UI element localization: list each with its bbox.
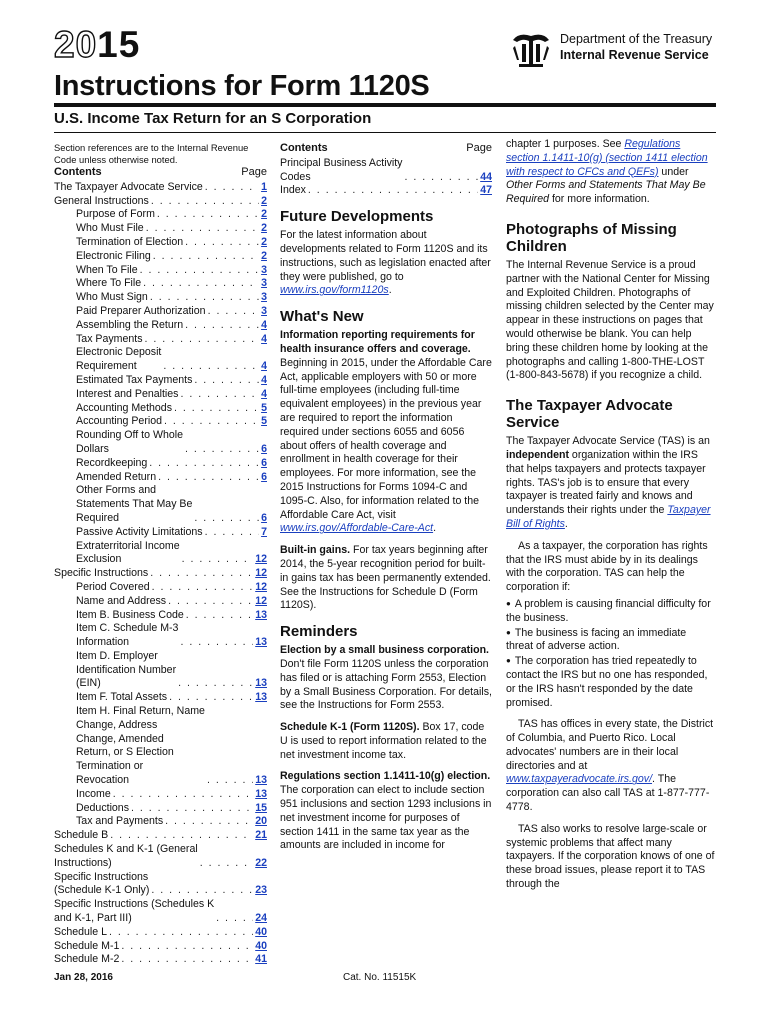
toc-entry-label: Passive Activity Limitations: [76, 525, 203, 538]
toc-page-link[interactable]: 13: [255, 608, 267, 621]
toc-page-link[interactable]: 3: [261, 263, 267, 276]
toc-entry-label: Principal Business Activity Codes: [280, 156, 403, 183]
tas-p1-end: .: [564, 517, 568, 530]
toc-entry-label: Period Covered: [76, 580, 150, 593]
toc-page-link[interactable]: 4: [261, 318, 267, 331]
schedule-k1-lead: Schedule K-1 (Form 1120S).: [280, 721, 420, 734]
toc-leader-dots: [207, 774, 253, 788]
toc-entry[interactable]: [54, 195, 267, 209]
toc-contents-label: Contents: [54, 166, 102, 178]
toc-page-link[interactable]: 3: [261, 304, 267, 317]
toc-page-link[interactable]: 24: [255, 912, 267, 925]
toc-leader-dots: [165, 815, 253, 829]
future-end: .: [388, 284, 392, 297]
continued-paragraph: [506, 138, 716, 207]
toc-leader-dots: [180, 636, 253, 650]
toc-entry[interactable]: [54, 622, 267, 650]
future-developments-text: [280, 229, 492, 298]
schedule-k1-paragraph: [280, 721, 492, 762]
tax-year: [54, 24, 140, 66]
toc-page-link[interactable]: 15: [255, 801, 267, 814]
toc-entry-label: Tax Payments: [76, 332, 143, 345]
toc-entry[interactable]: [54, 388, 267, 402]
toc-entry[interactable]: [54, 236, 267, 250]
toc-entry[interactable]: [54, 484, 267, 525]
toc-page-link[interactable]: 20: [255, 815, 267, 828]
form1120s-link[interactable]: www.irs.gov/form1120s: [280, 284, 389, 297]
toc-entry[interactable]: [54, 208, 267, 222]
regulations-section-link[interactable]: Regulations section 1.1411-10(g) (section 1411 election with respect to CFCs and QEFs): [506, 138, 708, 178]
tas-paragraph-3: [506, 718, 716, 815]
toc-leader-dots: [185, 443, 259, 457]
toc-entry[interactable]: [54, 457, 267, 471]
tas-p1-c: organization within the IRS that helps taxpayers and protects taxpayer rights. TAS's job is to ensure that every taxpayer is treated fairly and knows and understands their rights under the: [506, 448, 706, 517]
toc-entry-label: Specific Instructions (Schedule K-1 Only): [54, 870, 150, 897]
taxpayer-bill-of-rights-link[interactable]: Taxpayer Bill of Rights: [506, 504, 711, 530]
built-in-gains-paragraph: [280, 544, 492, 613]
toc-leader-dots: [168, 595, 253, 609]
toc-entry[interactable]: [54, 429, 267, 457]
toc-leader-dots: [110, 829, 253, 843]
info-reporting-end: .: [433, 522, 437, 535]
toc-page-link[interactable]: 4: [261, 332, 267, 345]
toc-leader-dots: [404, 171, 478, 185]
tas-p1-a: The Taxpayer Advocate Service (TAS) is an: [506, 435, 710, 448]
toc-leader-dots: [185, 236, 259, 250]
toc-leader-dots: [145, 333, 260, 347]
toc-page-link[interactable]: 2: [261, 235, 267, 248]
toc-page-link[interactable]: 13: [255, 774, 267, 787]
toc-page-link[interactable]: 40: [255, 925, 267, 938]
toc-page-link[interactable]: 40: [255, 939, 267, 952]
toc-entry-label: Item F. Total Assets: [76, 691, 168, 704]
toc-entry-label: Extraterritorial Income Exclusion: [76, 539, 180, 566]
toc-entry[interactable]: [54, 705, 267, 788]
page-subtitle: U.S. Income Tax Return for an S Corporation: [54, 110, 372, 127]
toc-entry-label: When To File: [76, 263, 138, 276]
toc-page-label-cont: Page: [466, 142, 492, 154]
toc-leader-dots: [186, 609, 253, 623]
toc-leader-dots: [152, 581, 254, 595]
affordable-care-act-link[interactable]: www.irs.gov/Affordable-Care-Act: [280, 522, 434, 535]
toc-page-link[interactable]: 44: [480, 170, 492, 183]
toc-entry[interactable]: [54, 940, 267, 954]
toc-entry-label: Schedule B: [54, 829, 109, 842]
toc-entry[interactable]: [54, 264, 267, 278]
toc-entry[interactable]: [54, 788, 267, 802]
toc-leader-dots: [121, 953, 253, 967]
agency-department: Department of the Treasury: [560, 32, 713, 46]
missing-children-text: The Internal Revenue Service is a proud partner with the National Center for Missing and Exploited Children. Photographs of missing children selected by the Center may appear in these instructions on pages that would otherwise be blank. You can help bring these children home by looking at the photographs and calling 1-800-THE-LOST (1-800-843-5678) if you recognize a child.: [506, 258, 714, 382]
toc-entry-label: General Instructions: [54, 194, 149, 207]
toc-leader-dots: [180, 388, 259, 402]
toc-leader-dots: [185, 319, 259, 333]
toc-leader-dots: [194, 512, 259, 526]
toc-leader-dots: [109, 926, 253, 940]
toc-leader-dots: [140, 264, 259, 278]
toc-page-link[interactable]: 3: [261, 291, 267, 304]
toc-entry-label: Item C. Schedule M-3 Information: [76, 622, 179, 649]
toc-entry[interactable]: [54, 691, 267, 705]
column-1: [54, 138, 267, 967]
tax-year-solid: 15: [97, 24, 141, 65]
toc-entry-label: Recordkeeping: [76, 456, 148, 469]
toc-entry-label: Who Must File: [76, 222, 144, 235]
toc-leader-dots: [153, 250, 259, 264]
toc-page-link[interactable]: 2: [261, 208, 267, 221]
tas-paragraph-2: As a taxpayer, the corporation has rights that the IRS must abide by in its dealings with the corporation. TAS can help the corporation if:: [506, 539, 708, 594]
cont-end: for more information.: [549, 193, 650, 206]
toc-entry-label: Item D. Employer Identification Number (EIN): [76, 649, 177, 690]
toc-page-link[interactable]: 41: [255, 953, 267, 966]
toc-entry-label: Who Must Sign: [76, 291, 148, 304]
toc-entry-label: Index: [280, 184, 306, 197]
toc-page-link[interactable]: 23: [255, 884, 267, 897]
built-in-gains-lead: Built-in gains.: [280, 544, 351, 557]
toc-leader-dots: [169, 691, 253, 705]
footer-date: Jan 28, 2016: [54, 972, 113, 983]
toc-entry-label: Electronic Deposit Requirement: [76, 346, 162, 373]
toc-entry[interactable]: [54, 333, 267, 347]
toc-entry-label: The Taxpayer Advocate Service: [54, 180, 203, 193]
toc-page-link[interactable]: 13: [255, 636, 267, 649]
toc-leader-dots: [216, 912, 253, 926]
toc-entry-label: Assembling the Return: [76, 318, 184, 331]
cont-text: chapter 1 purposes. See: [506, 138, 625, 150]
tas-bullet-2: ● The business is facing an immediate threat of adverse action.: [506, 626, 716, 655]
regulations-text: The corporation can elect to include section 951 inclusions and section 1293 inclusions in net investment income for purposes of section 1411 in the same tax year as the amounts are included in income for: [280, 784, 492, 852]
toc-leader-dots: [158, 471, 259, 485]
toc-page-link[interactable]: 13: [255, 691, 267, 704]
toc-entry-label: Termination of Election: [76, 235, 184, 248]
toc-entry[interactable]: [54, 609, 267, 623]
page-title: Instructions for Form 1120S: [54, 70, 430, 102]
toc-header: [54, 166, 267, 180]
toc-entry-label: Paid Preparer Authorization: [76, 304, 206, 317]
regulations-lead: Regulations section 1.1411-10(g) election.: [280, 770, 491, 783]
toc-entry-label: Item H. Final Return, Name Change, Address Change, Amended Return, or S Election Termination or Revocation: [76, 705, 205, 787]
toc-entry-label: Accounting Period: [76, 415, 162, 428]
toc-entry[interactable]: [54, 540, 267, 568]
table-of-contents-cont: [280, 157, 492, 198]
toc-page-link[interactable]: 4: [261, 373, 267, 386]
toc-page-link[interactable]: 3: [261, 277, 267, 290]
toc-entry[interactable]: [54, 374, 267, 388]
toc-page-link[interactable]: 5: [261, 415, 267, 428]
toc-entry-label: Rounding Off to Whole Dollars: [76, 429, 183, 455]
tas-p3-b: . The corporation can also call TAS at 1-877-777-4778.: [506, 773, 710, 814]
toc-entry[interactable]: [54, 222, 267, 236]
toc-leader-dots: [150, 291, 259, 305]
footer-catalog-number: Cat. No. 11515K: [343, 972, 417, 983]
toc-page-link[interactable]: 6: [261, 470, 267, 483]
toc-leader-dots: [146, 222, 259, 236]
toc-entry[interactable]: [54, 581, 267, 595]
tas-p1-independent: independent: [506, 448, 569, 461]
toc-entry[interactable]: [54, 953, 267, 967]
toc-entry-label: Estimated Tax Payments: [76, 373, 193, 386]
toc-entry-label: Schedules K and K-1 (General Instructions): [54, 843, 198, 869]
toc-page-link[interactable]: 12: [255, 580, 267, 593]
toc-entry[interactable]: [54, 595, 267, 609]
toc-leader-dots: [174, 402, 259, 416]
toc-entry[interactable]: [280, 184, 492, 198]
irs-eagle-logo-icon: [509, 30, 553, 70]
toc-leader-dots: [205, 181, 259, 195]
toc-leader-dots: [150, 567, 253, 581]
toc-entry-label: Electronic Filing: [76, 249, 151, 262]
toc-page-link[interactable]: 6: [261, 442, 267, 455]
toc-page-link[interactable]: 22: [255, 856, 267, 869]
toc-page-link[interactable]: 7: [261, 525, 267, 538]
toc-leader-dots: [157, 208, 259, 222]
regulations-paragraph: [280, 770, 492, 853]
toc-entry[interactable]: [54, 181, 267, 195]
missing-children-heading: Photographs of Missing Children: [506, 220, 677, 255]
cont-mid: under: [658, 165, 689, 178]
subtitle-rule: [54, 132, 716, 133]
toc-page-link[interactable]: 13: [255, 677, 267, 690]
toc-page-link[interactable]: 2: [261, 222, 267, 235]
toc-leader-dots: [151, 195, 259, 209]
toc-page-link[interactable]: 4: [261, 387, 267, 400]
toc-entry[interactable]: [54, 526, 267, 540]
toc-leader-dots: [151, 884, 253, 898]
toc-entry-label: Purpose of Form: [76, 208, 155, 221]
section-references-note: Section references are to the Internal Revenue Code unless otherwise noted.: [54, 142, 249, 165]
toc-entry[interactable]: [54, 346, 267, 374]
toc-leader-dots: [205, 526, 260, 540]
toc-leader-dots: [121, 940, 253, 954]
toc-page-link[interactable]: 4: [261, 360, 267, 373]
toc-entry-label: Schedule M-2: [54, 953, 120, 966]
toc-entry[interactable]: [54, 415, 267, 429]
title-rule: [54, 103, 716, 107]
built-in-gains-text: For tax years beginning after 2014, the 5-year recognition period for built-in gains tax has been permanently extended. See the Instructions for Schedule D (Form 1120S).: [280, 544, 491, 612]
toc-page-link[interactable]: 2: [261, 194, 267, 207]
toc-page-link[interactable]: 5: [261, 401, 267, 414]
tas-bullet-3: ● The corporation has tried repeatedly to contact the IRS but no one has responded, or the IRS hasn't responded by the date promised.: [506, 654, 716, 710]
toc-entry[interactable]: [54, 871, 267, 899]
toc-entry[interactable]: [54, 250, 267, 264]
toc-leader-dots: [208, 305, 260, 319]
tas-p3-a: TAS has offices in every state, the District of Columbia, and Puerto Rico. Local advocates' numbers are in their local directories and at: [506, 718, 714, 772]
toc-page-link[interactable]: 2: [261, 249, 267, 262]
info-reporting-paragraph: [280, 329, 492, 536]
toc-leader-dots: [143, 277, 259, 291]
toc-entry-label: Interest and Penalties: [76, 387, 179, 400]
reminders-heading: Reminders: [280, 623, 358, 641]
column-2: [280, 138, 492, 861]
election-paragraph: [280, 644, 492, 713]
toc-entry-label: Accounting Methods: [76, 401, 172, 414]
toc-entry-label: Deductions: [76, 801, 129, 814]
toc-entry[interactable]: [54, 802, 267, 816]
toc-leader-dots: [131, 802, 253, 816]
info-reporting-lead: Information reporting requirements for health insurance offers and coverage.: [280, 329, 475, 355]
toc-page-link[interactable]: 1: [261, 180, 267, 193]
future-developments-heading: Future Developments: [280, 208, 434, 226]
toc-entry-label: Item B. Business Code: [76, 608, 184, 621]
toc-entry[interactable]: [280, 157, 492, 185]
toc-leader-dots: [178, 677, 253, 691]
toc-contents-label-cont: Contents: [280, 142, 328, 154]
tas-paragraph-4: TAS also works to resolve large-scale or systemic problems that affect many taxpayers. If the corporation knows of one of these broad issues, please report it to TAS through the: [506, 822, 715, 891]
agency-block: [560, 31, 712, 63]
toc-page-link[interactable]: 6: [261, 511, 267, 524]
toc-entry[interactable]: [54, 567, 267, 581]
toc-entry-label: Amended Return: [76, 470, 157, 483]
column-3: [506, 138, 716, 900]
toc-leader-dots: [163, 360, 259, 374]
taxpayer-advocate-heading: The Taxpayer Advocate Service: [506, 397, 673, 432]
election-lead: Election by a small business corporation.: [280, 644, 489, 657]
toc-leader-dots: [164, 415, 259, 429]
toc-page-link[interactable]: 12: [255, 594, 267, 607]
toc-page-link[interactable]: 21: [255, 829, 267, 842]
toc-leader-dots: [194, 374, 259, 388]
toc-entry[interactable]: [54, 319, 267, 333]
toc-page-link[interactable]: 12: [255, 553, 267, 566]
toc-page-link[interactable]: 12: [255, 567, 267, 580]
toc-entry-label: Schedule L: [54, 925, 108, 938]
toc-entry[interactable]: [54, 926, 267, 940]
tas-paragraph-1: [506, 435, 716, 532]
tax-year-outline: 20: [54, 24, 98, 65]
schedule-k1-text: Box 17, code U is used to report information related to the net investment income tax.: [280, 721, 487, 761]
toc-leader-dots: [113, 788, 253, 802]
toc-entry[interactable]: [54, 305, 267, 319]
toc-entry[interactable]: [54, 277, 267, 291]
toc-entry[interactable]: [54, 815, 267, 829]
toc-leader-dots: [200, 857, 254, 871]
toc-page-link[interactable]: 47: [480, 184, 492, 197]
toc-entry-label: Specific Instructions (Schedules K and K-1, Part III): [54, 898, 215, 925]
toc-entry[interactable]: [54, 843, 267, 871]
toc-entry[interactable]: [54, 898, 267, 926]
toc-entry-label: Specific Instructions: [54, 567, 149, 580]
toc-page-link[interactable]: 6: [261, 456, 267, 469]
toc-entry[interactable]: [54, 402, 267, 416]
toc-entry[interactable]: [54, 291, 267, 305]
toc-entry-label: Schedule M-1: [54, 939, 120, 952]
toc-entry[interactable]: [54, 471, 267, 485]
taxpayer-advocate-link[interactable]: www.taxpayeradvocate.irs.gov/: [506, 773, 653, 786]
toc-entry-label: Other Forms and Statements That May Be Required: [76, 484, 193, 524]
toc-leader-dots: [308, 184, 478, 198]
toc-entry-label: Name and Address: [76, 594, 167, 607]
toc-entry-label: Income: [76, 787, 111, 800]
toc-entry-label: Where To File: [76, 277, 142, 290]
toc-leader-dots: [182, 553, 254, 567]
toc-entry-label: Tax and Payments: [76, 815, 164, 828]
table-of-contents: [54, 181, 267, 967]
future-text: For the latest information about developments related to Form 1120S and its instructions, such as legislation enacted after they were published, go to: [280, 229, 491, 283]
toc-leader-dots: [149, 457, 259, 471]
agency-irs: Internal Revenue Service: [560, 48, 709, 62]
toc-page-label: Page: [241, 166, 267, 178]
cont-italic: Other Forms and Statements That May Be Required: [506, 179, 706, 206]
tas-bullet-1: ● A problem is causing financial difficulty for the business.: [506, 597, 716, 626]
toc-entry[interactable]: [54, 650, 267, 691]
whats-new-heading: What's New: [280, 308, 364, 326]
toc-entry[interactable]: [54, 829, 267, 843]
toc-header-cont: [280, 142, 492, 156]
election-text: Don't file Form 1120S unless the corporation has filed or is attaching Form 2553, Election by a Small Business Corporation. For details, see the Instructions for Form 2553.: [280, 657, 492, 712]
info-reporting-text: Beginning in 2015, under the Affordable Care Act, applicable employers with 50 or more full-time employees (including full-time equivalent employees) in the previous year are required to report the information required under sections 6055 and 6056 about offers of health coverage and enrollment in health coverage for their employees. For more information, see the 2015 Instructions for Forms 1094-C and 1095-C. Also, for information related to the Affordable Care Act, visit: [280, 356, 492, 521]
toc-page-link[interactable]: 13: [255, 787, 267, 800]
